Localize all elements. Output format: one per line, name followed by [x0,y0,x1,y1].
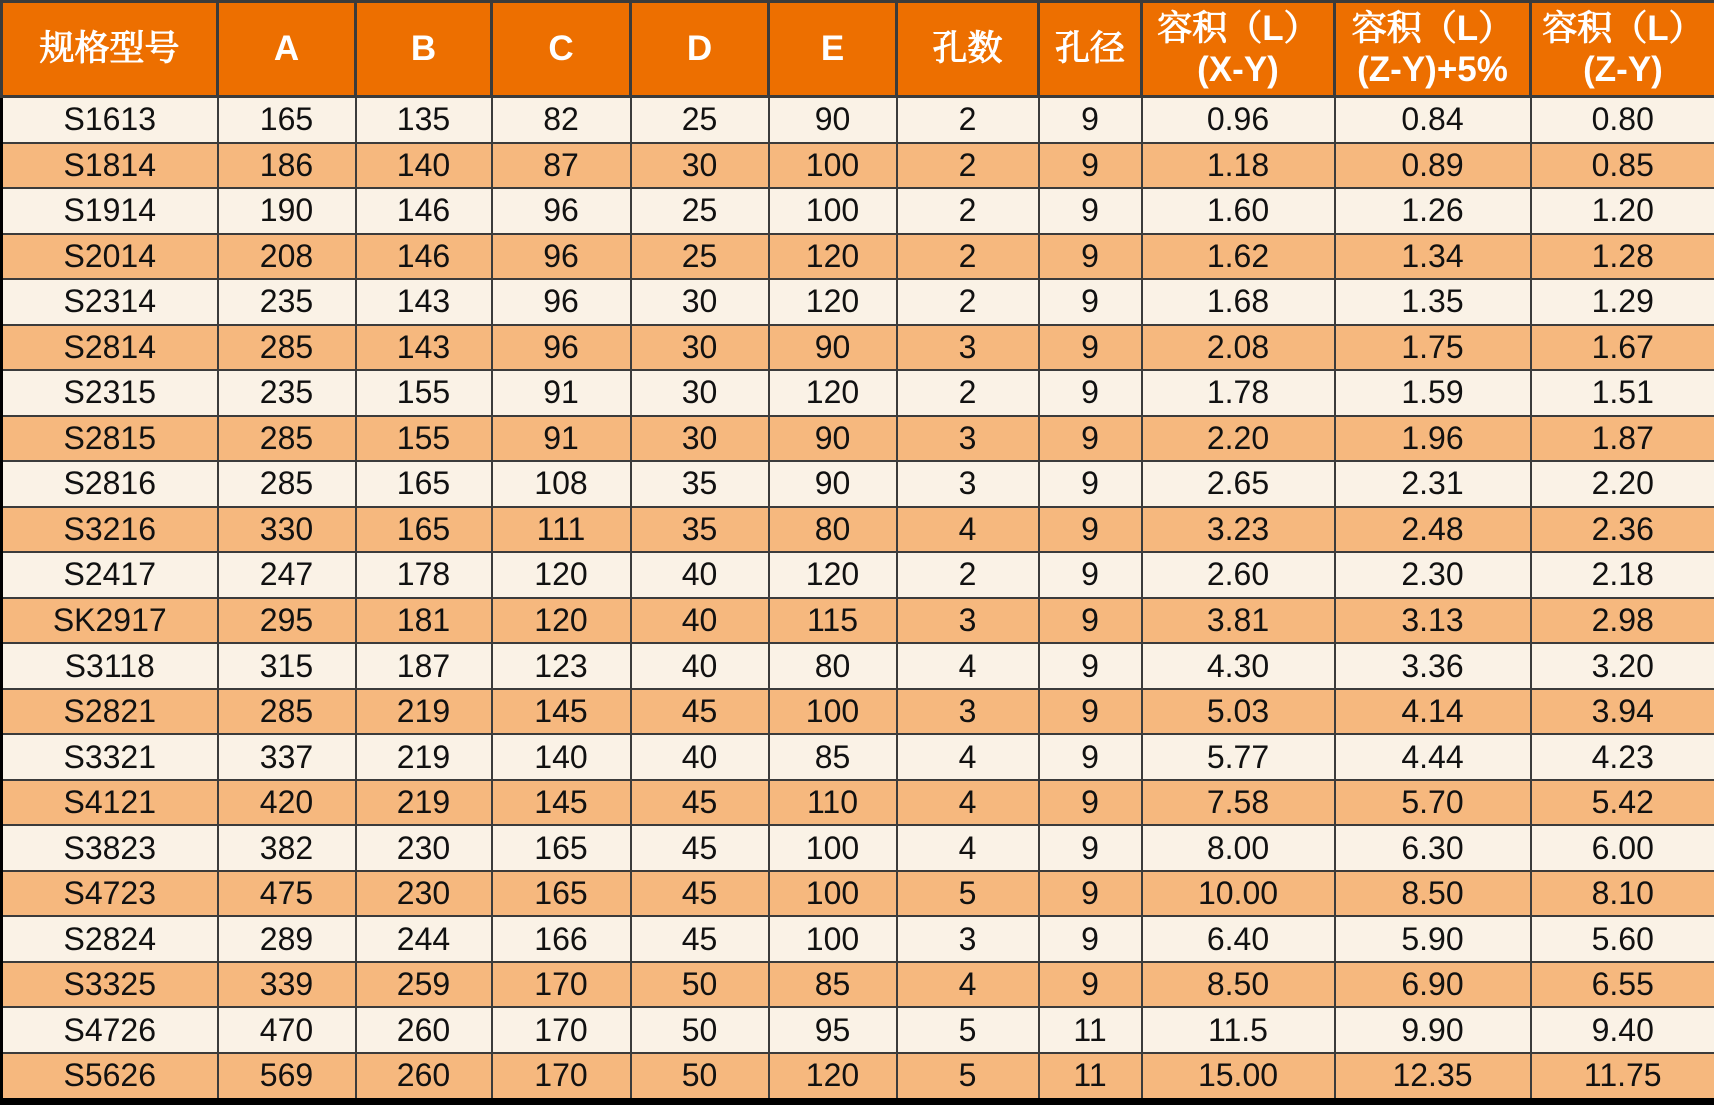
value-cell: 50 [631,1053,769,1102]
header-label: 规格型号 [39,29,180,69]
model-cell: S2417 [2,552,218,598]
value-cell: 2.98 [1531,598,1714,644]
value-cell: 569 [218,1053,356,1102]
value-cell: 285 [218,689,356,735]
table-row [2,1007,1714,1053]
value-cell: 2.48 [1335,507,1531,553]
value-cell: 181 [356,598,492,644]
value-cell: 208 [218,234,356,280]
value-cell: 9 [1039,325,1142,371]
header-label: E [820,29,845,69]
value-cell: 4 [897,507,1039,553]
value-cell: 9 [1039,734,1142,780]
value-cell: 91 [492,416,631,462]
value-cell: 3 [897,689,1039,735]
value-cell: 120 [492,552,631,598]
value-cell: 4.23 [1531,734,1714,780]
value-cell: 35 [631,461,769,507]
value-cell: 247 [218,552,356,598]
value-cell: 1.67 [1531,325,1714,371]
table-row [2,507,1714,553]
value-cell: 5.03 [1142,689,1335,735]
value-cell: 12.35 [1335,1053,1531,1102]
value-cell: 155 [356,370,492,416]
model-cell: S3325 [2,962,218,1008]
value-cell: 3.20 [1531,643,1714,689]
value-cell: 170 [492,1053,631,1102]
header-cell-10 [1531,2,1714,97]
value-cell: 8.00 [1142,825,1335,871]
value-cell: 1.96 [1335,416,1531,462]
value-cell: 1.28 [1531,234,1714,280]
value-cell: 96 [492,188,631,234]
model-cell: S2014 [2,234,218,280]
value-cell: 100 [769,871,897,917]
header-label: A [273,29,300,69]
header-label: 孔径 [1054,29,1125,69]
value-cell: 219 [356,780,492,826]
value-cell: 30 [631,143,769,189]
table-row [2,962,1714,1008]
header-label: 容积（L） [1351,8,1514,48]
model-cell: S2824 [2,916,218,962]
value-cell: 285 [218,461,356,507]
value-cell: 25 [631,188,769,234]
model-cell: S3118 [2,643,218,689]
value-cell: 7.58 [1142,780,1335,826]
model-cell: S4121 [2,780,218,826]
value-cell: 235 [218,279,356,325]
header-cell-4 [631,2,769,97]
value-cell: 420 [218,780,356,826]
table-row [2,234,1714,280]
value-cell: 5.90 [1335,916,1531,962]
value-cell: 120 [769,234,897,280]
value-cell: 50 [631,1007,769,1053]
value-cell: 9.40 [1531,1007,1714,1053]
value-cell: 2.18 [1531,552,1714,598]
header-label: 容积（L） [1542,8,1704,48]
value-cell: 285 [218,325,356,371]
value-cell: 9 [1039,370,1142,416]
value-cell: 9 [1039,962,1142,1008]
header-cell-2 [356,2,492,97]
value-cell: 1.18 [1142,143,1335,189]
model-cell: S2315 [2,370,218,416]
value-cell: 0.96 [1142,97,1335,143]
value-cell: 1.78 [1142,370,1335,416]
value-cell: 6.55 [1531,962,1714,1008]
value-cell: 9 [1039,416,1142,462]
header-sublabel: (Z-Y) [1583,50,1663,89]
value-cell: 3 [897,325,1039,371]
table-row [2,325,1714,371]
value-cell: 100 [769,689,897,735]
value-cell: 9 [1039,143,1142,189]
value-cell: 80 [769,643,897,689]
value-cell: 4.30 [1142,643,1335,689]
value-cell: 170 [492,1007,631,1053]
value-cell: 40 [631,734,769,780]
value-cell: 2 [897,143,1039,189]
value-cell: 9 [1039,780,1142,826]
value-cell: 90 [769,461,897,507]
value-cell: 1.20 [1531,188,1714,234]
value-cell: 235 [218,370,356,416]
table-row [2,97,1714,143]
value-cell: 87 [492,143,631,189]
value-cell: 9 [1039,188,1142,234]
value-cell: 166 [492,916,631,962]
value-cell: 120 [769,1053,897,1102]
value-cell: 219 [356,689,492,735]
value-cell: 1.60 [1142,188,1335,234]
value-cell: 40 [631,643,769,689]
table-header [2,2,1714,97]
value-cell: 140 [356,143,492,189]
header-sublabel: (Z-Y)+5% [1357,50,1508,89]
value-cell: 8.50 [1142,962,1335,1008]
value-cell: 1.59 [1335,370,1531,416]
value-cell: 260 [356,1053,492,1102]
value-cell: 1.26 [1335,188,1531,234]
value-cell: 9 [1039,97,1142,143]
value-cell: 140 [492,734,631,780]
value-cell: 5.60 [1531,916,1714,962]
value-cell: 115 [769,598,897,644]
table-body [2,97,1714,1102]
value-cell: 6.00 [1531,825,1714,871]
value-cell: 30 [631,279,769,325]
value-cell: 470 [218,1007,356,1053]
value-cell: 155 [356,416,492,462]
model-cell: S2821 [2,689,218,735]
table-row [2,279,1714,325]
value-cell: 90 [769,416,897,462]
value-cell: 382 [218,825,356,871]
value-cell: 0.80 [1531,97,1714,143]
value-cell: 85 [769,734,897,780]
table-row [2,916,1714,962]
value-cell: 475 [218,871,356,917]
value-cell: 143 [356,325,492,371]
value-cell: 120 [769,370,897,416]
value-cell: 120 [492,598,631,644]
value-cell: 100 [769,825,897,871]
value-cell: 1.34 [1335,234,1531,280]
value-cell: 9 [1039,643,1142,689]
value-cell: 3.23 [1142,507,1335,553]
value-cell: 9 [1039,825,1142,871]
value-cell: 146 [356,188,492,234]
value-cell: 244 [356,916,492,962]
table-row [2,143,1714,189]
value-cell: 9 [1039,689,1142,735]
value-cell: 45 [631,825,769,871]
header-cell-0 [2,2,218,97]
value-cell: 9 [1039,871,1142,917]
value-cell: 4 [897,962,1039,1008]
value-cell: 120 [769,279,897,325]
value-cell: 4 [897,825,1039,871]
value-cell: 3.81 [1142,598,1335,644]
value-cell: 35 [631,507,769,553]
model-cell: S2815 [2,416,218,462]
value-cell: 5.77 [1142,734,1335,780]
table-row [2,598,1714,644]
model-cell: S4726 [2,1007,218,1053]
value-cell: 187 [356,643,492,689]
value-cell: 190 [218,188,356,234]
value-cell: 15.00 [1142,1053,1335,1102]
value-cell: 330 [218,507,356,553]
header-label: D [686,29,713,69]
value-cell: 5 [897,1007,1039,1053]
value-cell: 108 [492,461,631,507]
value-cell: 6.30 [1335,825,1531,871]
table-row [2,188,1714,234]
value-cell: 4 [897,734,1039,780]
table-row [2,1053,1714,1102]
value-cell: 2 [897,188,1039,234]
value-cell: 45 [631,871,769,917]
header-sublabel: (X-Y) [1197,50,1279,89]
header-cell-1 [218,2,356,97]
value-cell: 3 [897,461,1039,507]
value-cell: 1.87 [1531,416,1714,462]
value-cell: 2.65 [1142,461,1335,507]
header-cell-7 [1039,2,1142,97]
value-cell: 45 [631,689,769,735]
value-cell: 8.10 [1531,871,1714,917]
value-cell: 11.5 [1142,1007,1335,1053]
value-cell: 3.94 [1531,689,1714,735]
value-cell: 100 [769,916,897,962]
value-cell: 186 [218,143,356,189]
value-cell: 1.29 [1531,279,1714,325]
value-cell: 1.35 [1335,279,1531,325]
header-label: 容积（L） [1157,8,1319,48]
model-cell: S2814 [2,325,218,371]
value-cell: 2 [897,552,1039,598]
value-cell: 11.75 [1531,1053,1714,1102]
value-cell: 2.36 [1531,507,1714,553]
value-cell: 3.13 [1335,598,1531,644]
value-cell: 9 [1039,234,1142,280]
value-cell: 145 [492,689,631,735]
value-cell: 3.36 [1335,643,1531,689]
value-cell: 30 [631,416,769,462]
header-cell-8 [1142,2,1335,97]
value-cell: 95 [769,1007,897,1053]
value-cell: 0.85 [1531,143,1714,189]
value-cell: 85 [769,962,897,1008]
value-cell: 9 [1039,507,1142,553]
value-cell: 219 [356,734,492,780]
header-label: C [548,29,574,69]
value-cell: 285 [218,416,356,462]
value-cell: 45 [631,780,769,826]
table-row [2,871,1714,917]
model-cell: S4723 [2,871,218,917]
value-cell: 0.89 [1335,143,1531,189]
value-cell: 165 [218,97,356,143]
value-cell: 5.70 [1335,780,1531,826]
value-cell: 2.20 [1142,416,1335,462]
value-cell: 10.00 [1142,871,1335,917]
value-cell: 178 [356,552,492,598]
value-cell: 2.20 [1531,461,1714,507]
value-cell: 80 [769,507,897,553]
value-cell: 145 [492,780,631,826]
value-cell: 295 [218,598,356,644]
header-cell-6 [897,2,1039,97]
table-row [2,825,1714,871]
value-cell: 2.31 [1335,461,1531,507]
model-cell: S1914 [2,188,218,234]
value-cell: 170 [492,962,631,1008]
value-cell: 0.84 [1335,97,1531,143]
header-row [2,2,1714,97]
value-cell: 9 [1039,598,1142,644]
value-cell: 135 [356,97,492,143]
value-cell: 5 [897,1053,1039,1102]
model-cell: S1613 [2,97,218,143]
value-cell: 2 [897,279,1039,325]
value-cell: 315 [218,643,356,689]
value-cell: 96 [492,279,631,325]
value-cell: 2 [897,234,1039,280]
value-cell: 2.30 [1335,552,1531,598]
value-cell: 90 [769,325,897,371]
header-label: 孔数 [932,29,1003,69]
model-cell: S3216 [2,507,218,553]
value-cell: 40 [631,598,769,644]
header-cell-9 [1335,2,1531,97]
value-cell: 5.42 [1531,780,1714,826]
value-cell: 1.68 [1142,279,1335,325]
header-label: B [410,29,437,69]
value-cell: 30 [631,370,769,416]
value-cell: 165 [492,871,631,917]
value-cell: 8.50 [1335,871,1531,917]
value-cell: 11 [1039,1007,1142,1053]
value-cell: 1.51 [1531,370,1714,416]
value-cell: 9.90 [1335,1007,1531,1053]
value-cell: 9 [1039,461,1142,507]
value-cell: 289 [218,916,356,962]
value-cell: 4 [897,780,1039,826]
value-cell: 91 [492,370,631,416]
value-cell: 2 [897,370,1039,416]
value-cell: 9 [1039,916,1142,962]
value-cell: 100 [769,188,897,234]
value-cell: 82 [492,97,631,143]
table-row [2,689,1714,735]
value-cell: 230 [356,871,492,917]
value-cell: 96 [492,325,631,371]
value-cell: 2 [897,97,1039,143]
value-cell: 6.40 [1142,916,1335,962]
value-cell: 337 [218,734,356,780]
table-row [2,461,1714,507]
value-cell: 339 [218,962,356,1008]
value-cell: 123 [492,643,631,689]
value-cell: 146 [356,234,492,280]
table-row [2,370,1714,416]
value-cell: 100 [769,143,897,189]
value-cell: 165 [356,461,492,507]
value-cell: 45 [631,916,769,962]
value-cell: 1.62 [1142,234,1335,280]
value-cell: 6.90 [1335,962,1531,1008]
value-cell: 2.60 [1142,552,1335,598]
value-cell: 165 [356,507,492,553]
value-cell: 111 [492,507,631,553]
model-cell: S2816 [2,461,218,507]
table-row [2,552,1714,598]
value-cell: 4.44 [1335,734,1531,780]
value-cell: 230 [356,825,492,871]
value-cell: 40 [631,552,769,598]
value-cell: 30 [631,325,769,371]
model-cell: S2314 [2,279,218,325]
value-cell: 260 [356,1007,492,1053]
value-cell: 4 [897,643,1039,689]
model-cell: SK2917 [2,598,218,644]
table-row [2,734,1714,780]
value-cell: 5 [897,871,1039,917]
value-cell: 110 [769,780,897,826]
value-cell: 96 [492,234,631,280]
header-cell-3 [492,2,631,97]
model-cell: S5626 [2,1053,218,1102]
value-cell: 50 [631,962,769,1008]
value-cell: 4.14 [1335,689,1531,735]
value-cell: 143 [356,279,492,325]
value-cell: 11 [1039,1053,1142,1102]
value-cell: 90 [769,97,897,143]
value-cell: 1.75 [1335,325,1531,371]
value-cell: 120 [769,552,897,598]
model-cell: S3823 [2,825,218,871]
table-row [2,416,1714,462]
value-cell: 165 [492,825,631,871]
value-cell: 25 [631,234,769,280]
header-cell-5 [769,2,897,97]
value-cell: 3 [897,598,1039,644]
table-row [2,643,1714,689]
model-cell: S1814 [2,143,218,189]
value-cell: 9 [1039,552,1142,598]
value-cell: 3 [897,416,1039,462]
table-row [2,780,1714,826]
value-cell: 3 [897,916,1039,962]
model-cell: S3321 [2,734,218,780]
value-cell: 2.08 [1142,325,1335,371]
value-cell: 259 [356,962,492,1008]
value-cell: 9 [1039,279,1142,325]
value-cell: 25 [631,97,769,143]
